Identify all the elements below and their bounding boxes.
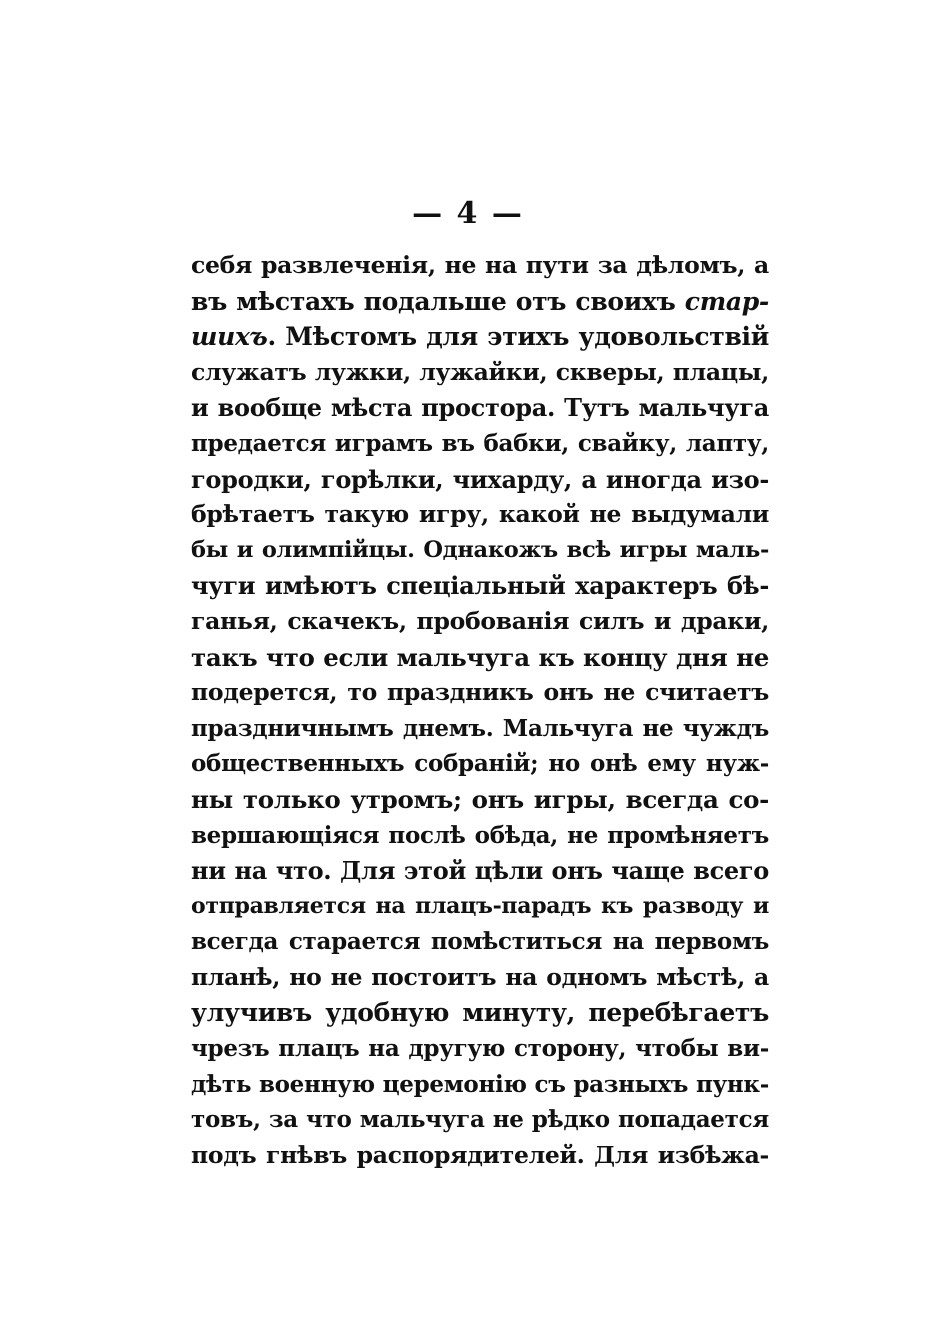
- text-line: подерется, то праздникъ онъ не считаетъ: [191, 678, 769, 707]
- text-line: чрезъ плацъ на другую сторону, чтобы ви-: [191, 1035, 769, 1063]
- text-line: брѣтаетъ такую игру, какой не выдумали: [191, 500, 769, 529]
- italic-word: шихъ: [191, 322, 268, 352]
- text-line: подъ гнѣвъ распорядителей. Для избѣжа-: [191, 1140, 769, 1169]
- text-line: ни на что. Для этой цѣли онъ чаще всего: [191, 856, 769, 886]
- text-line: ганья, скачекъ, пробованія силъ и драки,: [191, 606, 769, 635]
- text-line: праздничнымъ днемъ. Мальчуга не чуждъ: [191, 714, 769, 742]
- body-text: [191, 248, 769, 1173]
- text-line: вершающіяся послѣ обѣда, не промѣняетъ: [191, 821, 769, 849]
- text-line: ны только утромъ; онъ игры, всегда со-: [191, 784, 769, 814]
- text-line: предается играмъ въ бабки, свайку, лапту,: [191, 429, 769, 457]
- text-line: отправляется на плацъ-парадъ къ разводу и: [191, 892, 769, 919]
- text-line: планѣ, но не постоитъ на одномъ мѣстѣ, а: [191, 962, 769, 991]
- text-line: служатъ лужки, лужайки, скверы, плацы,: [191, 357, 769, 386]
- text-line: улучивъ удобную минуту, перебѣгаетъ: [191, 998, 769, 1028]
- text-line: такъ что если мальчуга къ концу дня не: [191, 642, 769, 672]
- text-line: городки, горѣлки, чихарду, а иногда изо-: [191, 464, 769, 494]
- text-line: товъ, за что мальчуга не рѣдко попадается: [191, 1106, 769, 1134]
- page-number: — 4 —: [412, 196, 524, 231]
- text-line: всегда старается помѣститься на первомъ: [191, 928, 769, 956]
- text-line: чуги имѣютъ спеціальный характеръ бѣ-: [191, 571, 769, 601]
- text-line: себя развлеченія, не на пути за дѣломъ, а: [191, 251, 769, 279]
- text-line: и вообще мѣста простора. Тутъ мальчуга: [191, 393, 769, 423]
- text-line: общественныхъ собраній; но онѣ ему нуж-: [191, 750, 769, 778]
- text-line: бы и олимпійцы. Однакожъ всѣ игры маль-: [191, 536, 769, 563]
- italic-word: стар-: [684, 286, 769, 316]
- text-line: дѣть военную церемонію съ разныхъ пунк-: [191, 1070, 769, 1098]
- text-line: въ мѣстахъ подальше отъ своихъ стар-: [191, 286, 769, 316]
- text-line: шихъ. Мѣстомъ для этихъ удовольствій: [191, 322, 769, 352]
